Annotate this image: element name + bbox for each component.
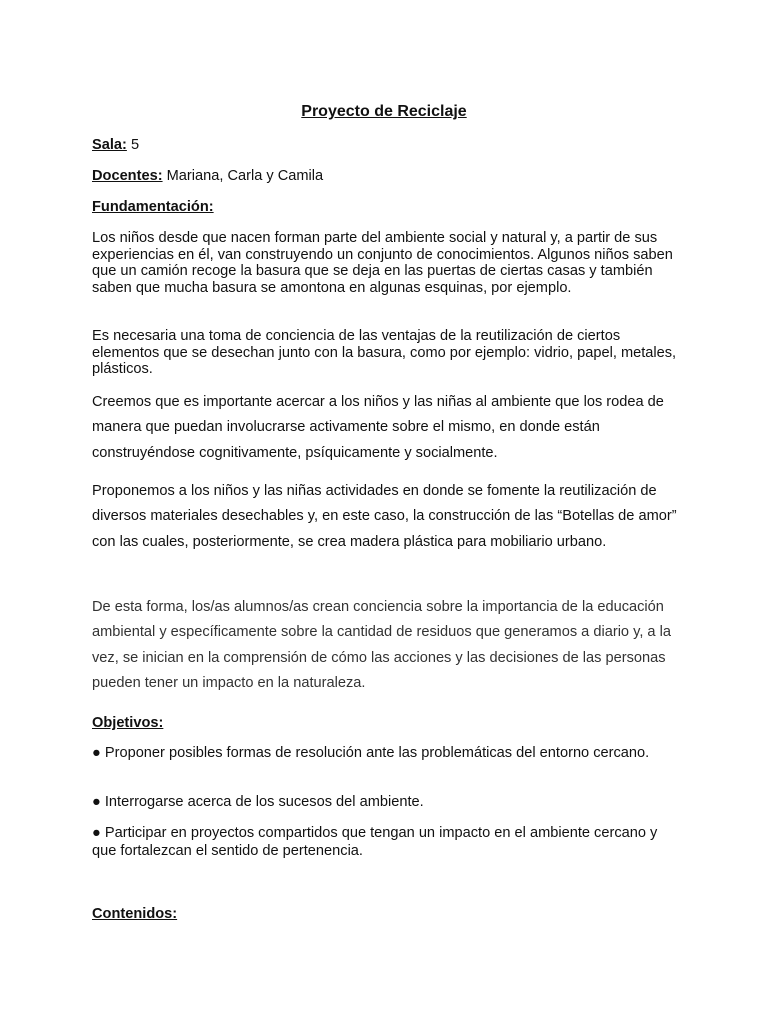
- docentes-value: Mariana, Carla y Camila: [162, 168, 324, 184]
- fundamentacion-paragraph-1: Los niños desde que nacen forman parte del ambiente social y natural y, a partir de sus experiencias en él, van construyendo un conjunto de conocimientos. Algunos niños saben que un camión recoge la basura que se deja en las puertas de ciertas casas y también saben que mucha basura se amontona en algunas esquinas, por ejemplo.: [92, 230, 673, 296]
- fundamentacion-paragraph-2: Es necesaria una toma de conciencia de las ventajas de la reutilización de ciertos elementos que se desechan junto con la basura, como por ejemplo: vidrio, papel, metales, plásticos.: [92, 328, 677, 378]
- docentes-field: [92, 167, 323, 185]
- fundamentacion-paragraph-4: Proponemos a los niños y las niñas actividades en donde se fomente la reutilización de diversos materiales desechables y, en este caso, la construcción de las “Botellas de amor” con las cuales, posteriormente, se crea madera plástica para mobiliario urbano.: [92, 483, 677, 550]
- objetivo-item-2: ● Interrogarse acerca de los sucesos del ambiente.: [92, 794, 424, 810]
- document-page: [92, 0, 682, 1024]
- objetivo-item-3: ● Participar en proyectos compartidos que tengan un impacto en el ambiente cercano y que fortalezcan el sentido de pertenencia.: [92, 825, 658, 859]
- objetivos-heading: Objetivos:: [92, 715, 164, 731]
- sala-field: [92, 136, 139, 154]
- fundamentacion-paragraph-5: De esta forma, los/as alumnos/as crean conciencia sobre la importancia de la educación ambiental y específicamente sobre la cantidad de residuos que generamos a diario y, a la vez, se inician en la comprensión de cómo las acciones y las decisiones de las personas pueden tener un impacto en la naturaleza.: [92, 599, 671, 691]
- fundamentacion-heading: Fundamentación:: [92, 199, 214, 215]
- fundamentacion-paragraph-3: Creemos que es importante acercar a los niños y las niñas al ambiente que los rodea de manera que puedan involucrarse activamente sobre el mismo, en donde están construyéndose cognitivamente, psíquicamente y socialmente.: [92, 394, 664, 461]
- document-title: Proyecto de Reciclaje: [301, 103, 467, 120]
- contenidos-heading: Contenidos:: [92, 906, 178, 922]
- sala-label: Sala:: [92, 137, 127, 153]
- docentes-label: Docentes:: [92, 168, 163, 184]
- sala-value: 5: [126, 137, 140, 153]
- objetivo-item-1: ● Proponer posibles formas de resolución ante las problemáticas del entorno cercano.: [92, 745, 650, 761]
